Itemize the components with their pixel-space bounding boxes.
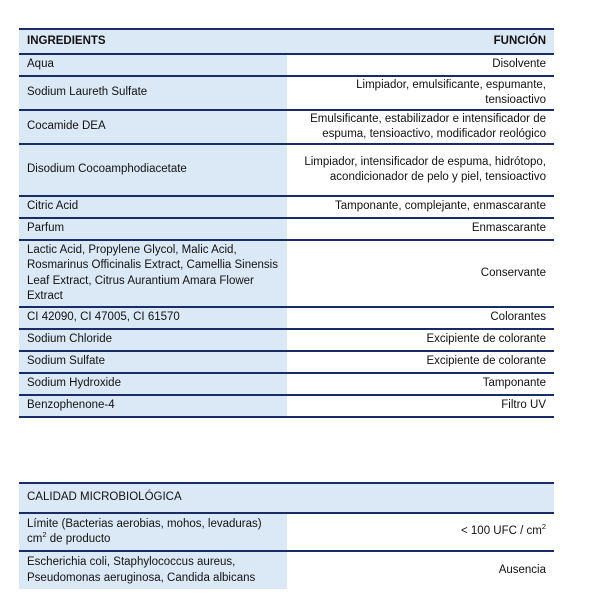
ingredient-name: Benzophenone-4 xyxy=(19,395,287,417)
ingredients-column-header: INGREDIENTS xyxy=(19,29,287,54)
ingredients-header-row xyxy=(19,29,554,54)
ingredient-function: Tamponante, complejante, enmascarante xyxy=(287,196,554,218)
ingredient-row xyxy=(19,144,554,196)
ingredient-row xyxy=(19,240,554,307)
micro-value: Ausencia xyxy=(287,551,554,589)
ingredient-name: Citric Acid xyxy=(19,196,287,218)
ingredient-function: Emulsificante, estabilizador e intensificador de espuma, tensioactivo, modificador reológico xyxy=(287,110,554,144)
ingredient-name: Lactic Acid, Propylene Glycol, Malic Acid, Rosmarinus Officinalis Extract, Camellia Sinensis Leaf Extract, Citrus Aurantium Amara Flower Extract xyxy=(19,240,287,307)
ingredient-row xyxy=(19,110,554,144)
ingredient-name: Sodium Sulfate xyxy=(19,351,287,373)
ingredient-name: Sodium Hydroxide xyxy=(19,373,287,395)
ingredient-name: Disodium Cocoamphodiacetate xyxy=(19,144,287,196)
micro-value xyxy=(287,513,554,551)
ingredient-row xyxy=(19,76,554,110)
ingredient-row xyxy=(19,307,554,329)
ingredient-row xyxy=(19,329,554,351)
ingredient-row xyxy=(19,373,554,395)
ingredient-function: Tamponante xyxy=(287,373,554,395)
microbiological-quality-table xyxy=(19,482,554,589)
ingredient-name: Sodium Chloride xyxy=(19,329,287,351)
micro-label: Escherichia coli, Staphylococcus aureus, Pseudomonas aeruginosa, Candida albicans xyxy=(19,551,287,589)
ingredient-name: Sodium Laureth Sulfate xyxy=(19,76,287,110)
ingredient-row xyxy=(19,196,554,218)
ingredients-table xyxy=(19,28,554,418)
ingredient-function: Excipiente de colorante xyxy=(287,351,554,373)
ingredient-row xyxy=(19,54,554,76)
micro-label-tail: de producto xyxy=(46,533,111,545)
ingredient-function: Enmascarante xyxy=(287,218,554,240)
micro-label-text: Límite (Bacterias aerobias, mohos, levaduras) cm xyxy=(27,517,262,545)
ingredient-function: Excipiente de colorante xyxy=(287,329,554,351)
ingredient-name: Aqua xyxy=(19,54,287,76)
function-column-header: FUNCIÓN xyxy=(287,29,554,54)
ingredient-row xyxy=(19,218,554,240)
micro-label-superscript: 2 xyxy=(42,530,47,540)
ingredient-function: Filtro UV xyxy=(287,395,554,417)
ingredient-function: Conservante xyxy=(287,240,554,307)
micro-value-superscript: 2 xyxy=(541,522,547,532)
ingredient-name: Cocamide DEA xyxy=(19,110,287,144)
ingredient-name: Parfum xyxy=(19,218,287,240)
micro-row xyxy=(19,551,554,589)
ingredient-row xyxy=(19,395,554,417)
ingredient-function: Colorantes xyxy=(287,307,554,329)
ingredient-function: Limpiador, emulsificante, espumante, tensioactivo xyxy=(287,76,554,110)
ingredient-function: Limpiador, intensificador de espuma, hidrótopo, acondicionador de pelo y piel, tensioactivo xyxy=(287,144,554,196)
ingredient-row xyxy=(19,351,554,373)
ingredient-function: Disolvente xyxy=(287,54,554,76)
micro-value-text: < 100 UFC / cm xyxy=(461,525,542,538)
micro-section-title: CALIDAD MICROBIOLÓGICA xyxy=(19,483,554,513)
micro-row xyxy=(19,513,554,551)
ingredient-name: CI 42090, CI 47005, CI 61570 xyxy=(19,307,287,329)
micro-label xyxy=(19,513,287,551)
micro-header-row xyxy=(19,483,554,513)
